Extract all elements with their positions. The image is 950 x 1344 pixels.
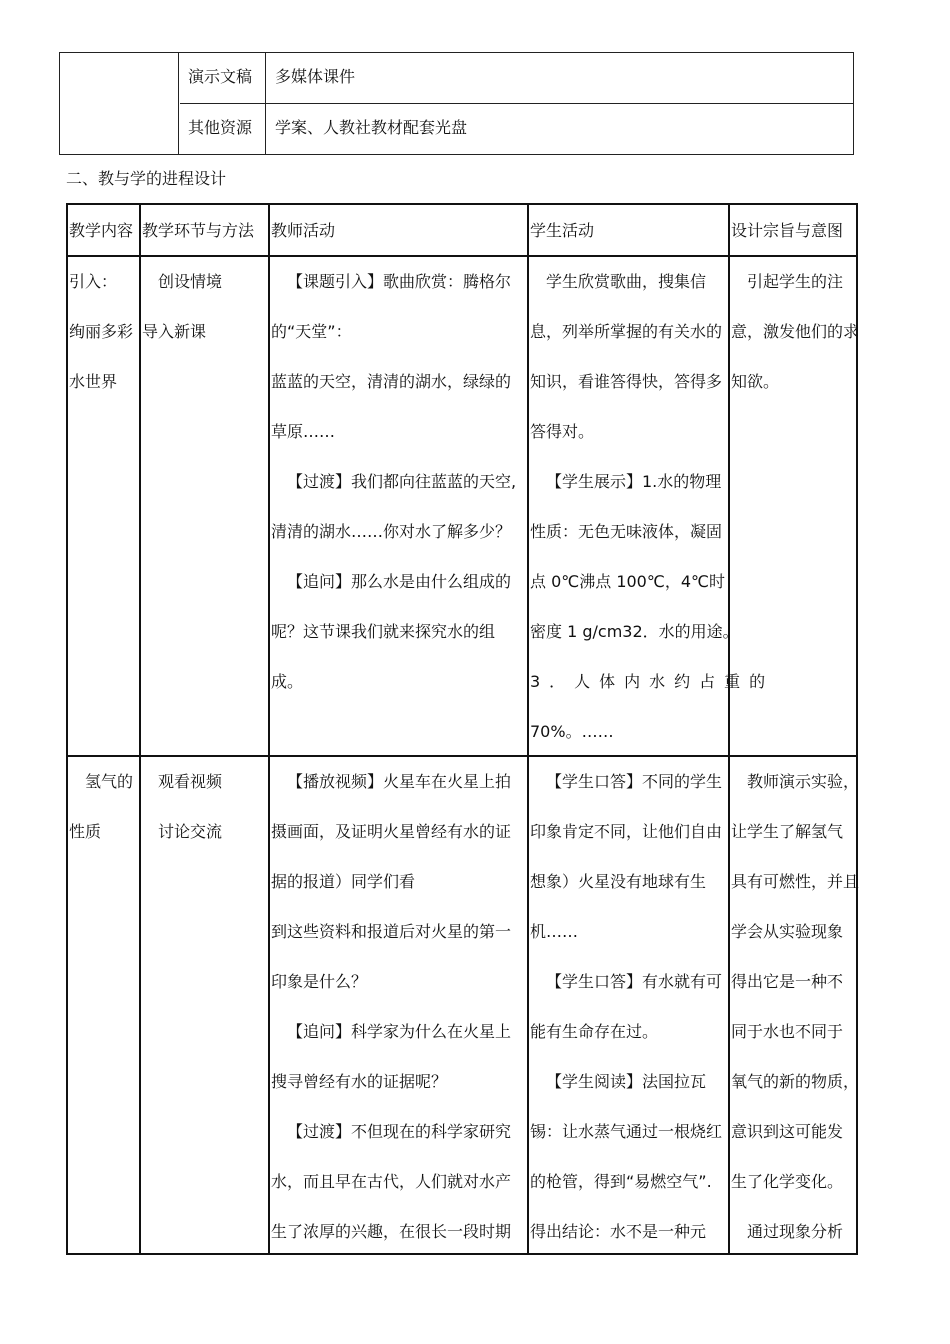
cell-line: 学会从实验现象 [731,922,844,941]
cell-line: 同于水也不同于 [731,1022,844,1041]
cell-line: 意，激发他们的求 [731,322,860,341]
resource-table [59,52,854,155]
cell-line: 讨论交流 [158,822,223,841]
cell-line: 到这些资料和报道后对火星的第一 [271,922,512,941]
resource-value-presentation: 多媒体课件 [275,67,356,86]
cell-line: 的“天堂”： [271,322,352,341]
cell-line: 成。 [271,672,304,691]
cell-line: 导入新课 [142,322,207,341]
row2-teacher-cell [271,757,529,1257]
cell-line: 答得对。 [530,422,595,441]
cell-line: 创设情境 [158,272,223,291]
row1-method-cell [142,257,269,357]
cell-line: 观看视频 [158,772,223,791]
cell-line: 70%。…… [530,722,614,741]
cell-line: 得出它是一种不 [731,972,844,991]
cell-line: 得出结论：水不是一种元 [530,1222,707,1241]
cell-line: 锡：让水蒸气通过一根烧红 [530,1122,723,1141]
cell-line: 让学生了解氢气 [731,822,844,841]
cell-line: 性质：无色无味液体，凝固 [530,522,723,541]
cell-line: 【追问】科学家为什么在火星上 [287,1022,512,1041]
cell-line: 教师演示实验， [747,772,860,791]
cell-line: 草原…… [271,422,336,441]
cell-line: 想象）火星没有地球有生 [530,872,707,891]
header-design-purpose: 设计宗旨与意图 [731,221,844,240]
cell-line: 【追问】那么水是由什么组成的 [287,572,512,591]
cell-line: 摄画面，及证明火星曾经有水的证 [271,822,512,841]
row2-purpose-cell [731,757,858,1257]
cell-line: 【学生阅读】法国拉瓦 [546,1072,707,1091]
cell-line: 水，而且早在古代，人们就对水产 [271,1172,512,1191]
column-divider [268,205,270,1253]
section-heading: 二、教与学的进程设计 [66,169,227,188]
cell-line: 据的报道）同学们看 [271,872,416,891]
header-teaching-method: 教学环节与方法 [142,221,255,240]
cell-line: 【学生口答】有水就有可 [546,972,723,991]
row2-content-cell [69,757,140,857]
cell-line: 的枪管，得到“易燃空气”. [530,1172,712,1191]
cell-line: 学生欣赏歌曲，搜集信 [546,272,707,291]
cell-line: 【过渡】我们都向往蓝蓝的天空, [287,472,517,491]
cell-line: 氧气的新的物质， [731,1072,860,1091]
cell-line: 3．人体内水约占重的 [530,672,775,691]
cell-line: 密度 1 g/cm32．水的用途。 [530,622,739,641]
cell-line: 【学生展示】1.水的物理 [546,472,722,491]
cell-line: 知识，看谁答得快，答得多 [530,372,723,391]
cell-line: 【播放视频】火星车在火星上拍 [287,772,512,791]
row1-purpose-cell [731,257,858,407]
header-teacher-activity: 教师活动 [271,221,336,240]
row2-method-cell [142,757,269,857]
row2-student-cell [530,757,729,1257]
resource-label-presentation: 演示文稿 [188,67,253,86]
cell-line: 蓝蓝的天空，清清的湖水，绿绿的 [271,372,512,391]
cell-line: 【过渡】不但现在的科学家研究 [287,1122,512,1141]
cell-line: 引起学生的注 [747,272,844,291]
resource-table-row-divider [180,103,853,104]
cell-line: 生了浓厚的兴趣，在很长一段时期 [271,1222,512,1241]
cell-line: 清清的湖水……你对水了解多少？ [271,522,512,541]
cell-line: 【课题引入】歌曲欣赏：腾格尔 [287,272,512,291]
cell-line: 点 0℃沸点 100℃，4℃时 [530,572,725,591]
cell-line: 意识到这可能发 [731,1122,844,1141]
cell-line: 氢气的 [85,772,134,791]
row1-content-cell [69,257,140,407]
cell-line: 呢？这节课我们就来探究水的组 [271,622,496,641]
cell-line: 绚丽多彩 [69,322,134,341]
resource-label-other: 其他资源 [188,118,253,137]
cell-line: 生了化学变化。 [731,1172,844,1191]
cell-line: 引入： [69,272,118,291]
cell-line: 机…… [530,922,579,941]
cell-line: 印象是什么？ [271,972,368,991]
resource-value-other: 学案、人教社教材配套光盘 [275,118,468,137]
resource-table-divider [178,53,179,154]
process-table [66,203,858,1255]
cell-line: 搜寻曾经有水的证据呢？ [271,1072,448,1091]
cell-line: 性质 [69,822,102,841]
header-teaching-content: 教学内容 [69,221,134,240]
cell-line: 水世界 [69,372,118,391]
row1-teacher-cell [271,257,529,707]
cell-line: 息，列举所掌握的有关水的 [530,322,723,341]
cell-line: 能有生命存在过。 [530,1022,659,1041]
cell-line: 【学生口答】不同的学生 [546,772,723,791]
cell-line: 通过现象分析 [747,1222,844,1241]
cell-line: 知欲。 [731,372,780,391]
cell-line: 印象肯定不同，让他们自由 [530,822,723,841]
cell-line: 具有可燃性，并且 [731,872,860,891]
header-student-activity: 学生活动 [530,221,595,240]
